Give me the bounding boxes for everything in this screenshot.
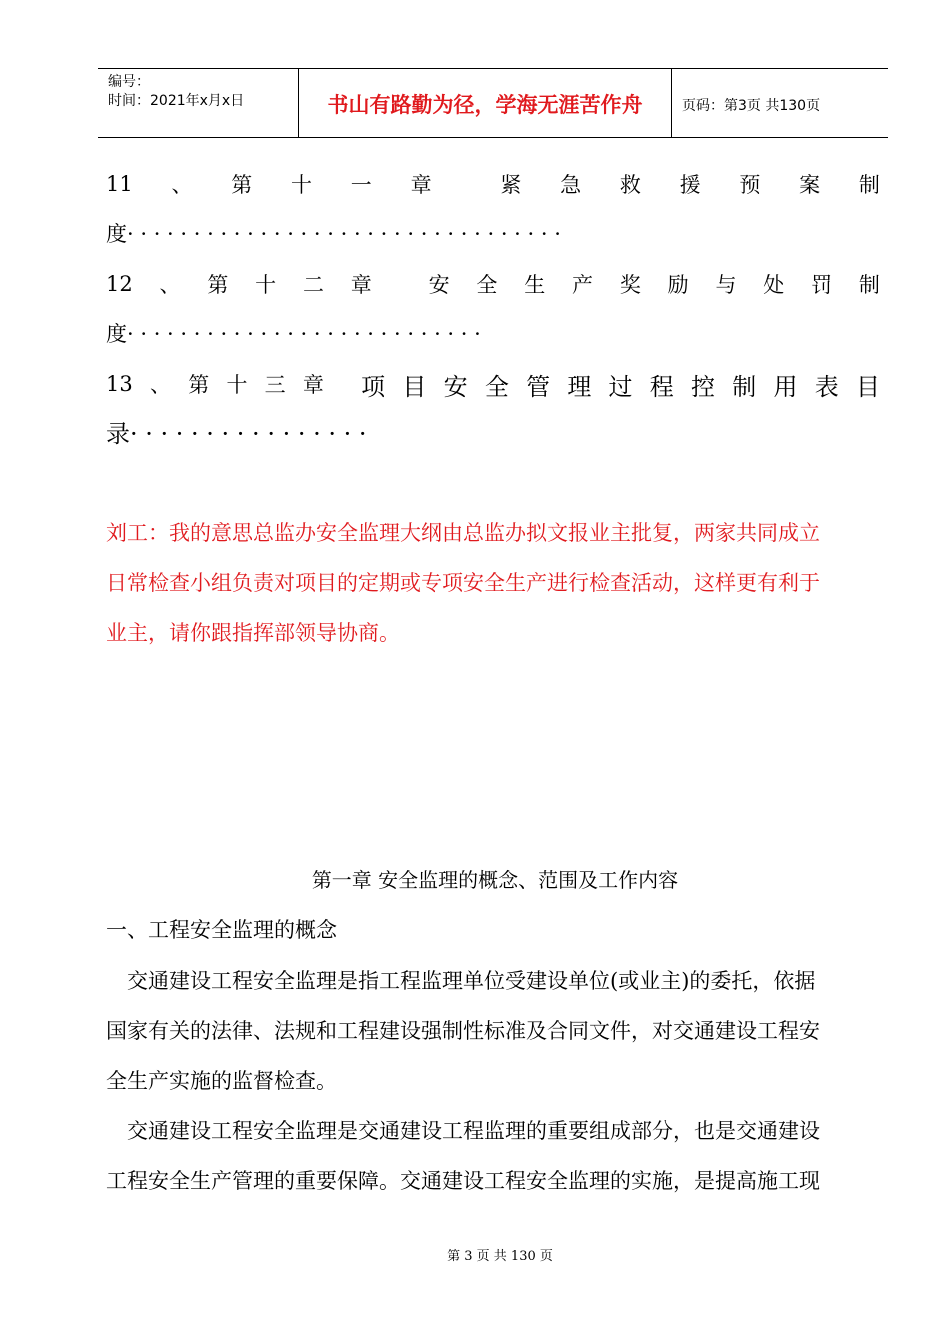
toc-char: 、: [171, 173, 193, 197]
toc-char: 、: [149, 373, 171, 397]
toc-char: 奖: [619, 273, 641, 297]
page-footer: 第 3 页 共 130 页: [447, 1249, 553, 1264]
paragraph-line: 国家有关的法律、法规和工程建设强制性标准及合同文件，对交通建设工程安: [106, 1019, 820, 1043]
toc-char: 12: [106, 272, 133, 296]
toc-char: 急: [560, 173, 582, 197]
toc-char: 11: [106, 172, 133, 196]
toc-entry-13-leader: 录· · · · · · · · · · · · · · · ·: [106, 420, 367, 448]
toc-char: 救: [619, 173, 641, 197]
toc-char: 全: [484, 372, 509, 401]
toc-char: 用: [773, 372, 798, 401]
toc-char: 二: [302, 273, 324, 297]
toc-char: 全: [476, 273, 498, 297]
toc-char: 第: [231, 173, 253, 197]
toc-char: 过: [608, 372, 633, 401]
toc-char: 安: [428, 273, 450, 297]
toc-char: 目: [855, 372, 880, 401]
header-page-cell: [672, 69, 888, 137]
toc-char: 目: [402, 372, 427, 401]
toc-char: 13: [106, 372, 133, 396]
paragraph-line: 工程安全生产管理的重要保障。交通建设工程安全监理的实施，是提高施工现: [106, 1169, 820, 1193]
header-motto: 书山有路勤为径，学海无涯苦作舟: [327, 93, 643, 117]
toc-char: 第: [188, 373, 210, 397]
note-line: 业主，请你跟指挥部领导协商。: [106, 621, 400, 645]
header-page-info: 页码：第3页 共130页: [682, 98, 821, 114]
toc-char: 制: [732, 372, 757, 401]
toc-char: 紧: [500, 173, 522, 197]
toc-char: 制: [858, 173, 880, 197]
toc-char: 励: [667, 273, 689, 297]
toc-char: 、: [159, 273, 181, 297]
toc-entry-13: [106, 367, 880, 401]
toc-char: 制: [858, 273, 880, 297]
toc-entry-12-leader: 度· · · · · · · · · · · · · · · · · · · · · · · · · · ·: [106, 322, 481, 346]
paragraph-line: 交通建设工程安全监理是交通建设工程监理的重要组成部分，也是交通建设: [127, 1119, 820, 1143]
toc-char: 安: [443, 372, 468, 401]
toc-char: 援: [679, 173, 701, 197]
toc-char: 与: [715, 273, 737, 297]
toc-char: 程: [649, 372, 674, 401]
toc-char: 项: [361, 372, 386, 401]
toc-entry-12: [106, 267, 880, 301]
toc-char: 案: [799, 173, 821, 197]
paragraph-1: [106, 956, 882, 1106]
toc-char: 十: [226, 373, 248, 397]
toc-char: 处: [763, 273, 785, 297]
toc-char: 十: [255, 273, 277, 297]
toc-char: 一: [350, 173, 372, 197]
toc-char: 三: [264, 373, 286, 397]
toc-char: 理: [567, 372, 592, 401]
paragraph-line: 全生产实施的监督检查。: [106, 1069, 337, 1093]
header-motto-cell: [299, 69, 672, 137]
paragraph-line: 交通建设工程安全监理是指工程监理单位受建设单位(或业主)的委托，依据: [127, 969, 816, 993]
toc-char: 十: [291, 173, 313, 197]
section-title: 一、工程安全监理的概念: [106, 918, 337, 942]
toc-char: 表: [814, 372, 839, 401]
date-line: 时间：2021年x月x日: [108, 93, 245, 109]
serial-number-label: 编号：: [108, 74, 150, 90]
note-line: 日常检查小组负责对项目的定期或专项安全生产进行检查活动，这样更有利于: [106, 571, 820, 595]
toc-entry-11-leader: 度· · · · · · · · · · · · · · · · · · · · · · · · · · · · · · · · ·: [106, 222, 561, 246]
toc-char: 章: [302, 373, 324, 397]
toc-char: 控: [691, 372, 716, 401]
review-note: [106, 508, 882, 658]
note-line: 刘工：我的意思总监办安全监理大纲由总监办拟文报业主批复，两家共同成立: [106, 521, 820, 545]
toc-char: 章: [350, 273, 372, 297]
toc-entry-11: [106, 167, 880, 201]
paragraph-2: [106, 1106, 882, 1206]
toc-char: 章: [410, 173, 432, 197]
toc-char: 罚: [811, 273, 833, 297]
header-meta-cell: [98, 69, 299, 137]
chapter-title: 第一章 安全监理的概念、范围及工作内容: [311, 868, 679, 892]
toc-char: 生: [524, 273, 546, 297]
toc-char: 预: [739, 173, 761, 197]
page-header: [98, 68, 888, 138]
toc-char: 产: [572, 273, 594, 297]
toc-char: 第: [207, 273, 229, 297]
toc-char: 管: [526, 372, 551, 401]
